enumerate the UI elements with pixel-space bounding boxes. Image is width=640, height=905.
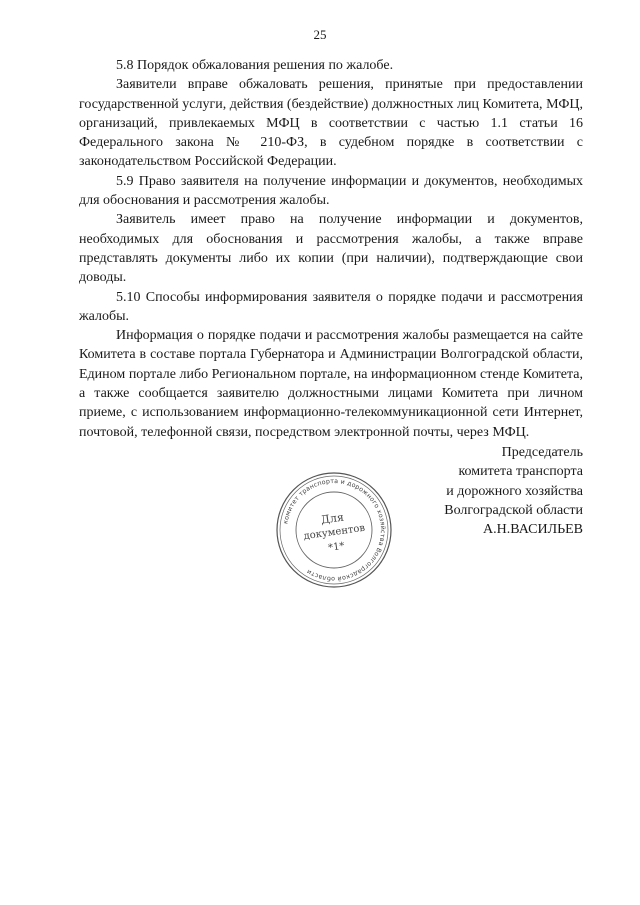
section-heading: 5.10 Способы информирования заявителя о порядке подачи и рассмотрения жалобы. xyxy=(79,289,583,324)
official-seal xyxy=(274,470,394,590)
document-body xyxy=(79,56,583,442)
seal-center-text: Для xyxy=(320,510,345,527)
signature-title: Председатель xyxy=(501,445,583,460)
page-number: 25 xyxy=(313,27,327,42)
section-heading: 5.8 Порядок обжалования решения по жалобе. xyxy=(116,58,394,73)
signature-block xyxy=(444,443,583,539)
signature-title: и дорожного хозяйства xyxy=(446,483,583,499)
signature-title: Волгоградской области xyxy=(444,502,583,518)
section-paragraph: Информация о порядке подачи и рассмотрения жалобы размещается на сайте Комитета в составе портала Губернатора и Администрации Волгоградской области, Едином портале либо Региональном портале, на информационном стенде Комитета, а также сообщается заявителю должностными лицами Комитета при личном приеме, с использованием информационно-телекоммуникационной сети Интернет, почтовой, телефонной связи, посредством электронной почты, через МФЦ. xyxy=(79,328,583,440)
signatory-name: А.Н.ВАСИЛЬЕВ xyxy=(483,522,583,538)
signature-title: комитета транспорта xyxy=(458,464,583,480)
section-paragraph: Заявители вправе обжаловать решения, принятые при предоставлении государственной услуги, действия (бездействие) должностных лиц Комитета, МФЦ, организаций, привлекаемых МФЦ в соответствии с частью 1.1 статьи 16 Федерального закона № 210-ФЗ, в судебном порядке в соответствии с законодательством Российской Федерации. xyxy=(79,77,583,170)
seal-ring-text: комитет транспорта и дорожного хозяйства Волгоградской области xyxy=(282,477,387,583)
seal-center-text: документов xyxy=(302,522,366,543)
seal-center-text: *1* xyxy=(327,540,346,554)
section-heading: 5.9 Право заявителя на получение информации и документов, необходимых для обоснования и рассмотрения жалобы. xyxy=(79,173,583,209)
section-paragraph: Заявитель имеет право на получение информации и документов, необходимых для обоснования и рассмотрения жалобы, а также вправе представлять документы либо их копии (при наличии), подтверждающие свои доводы. xyxy=(79,212,583,286)
